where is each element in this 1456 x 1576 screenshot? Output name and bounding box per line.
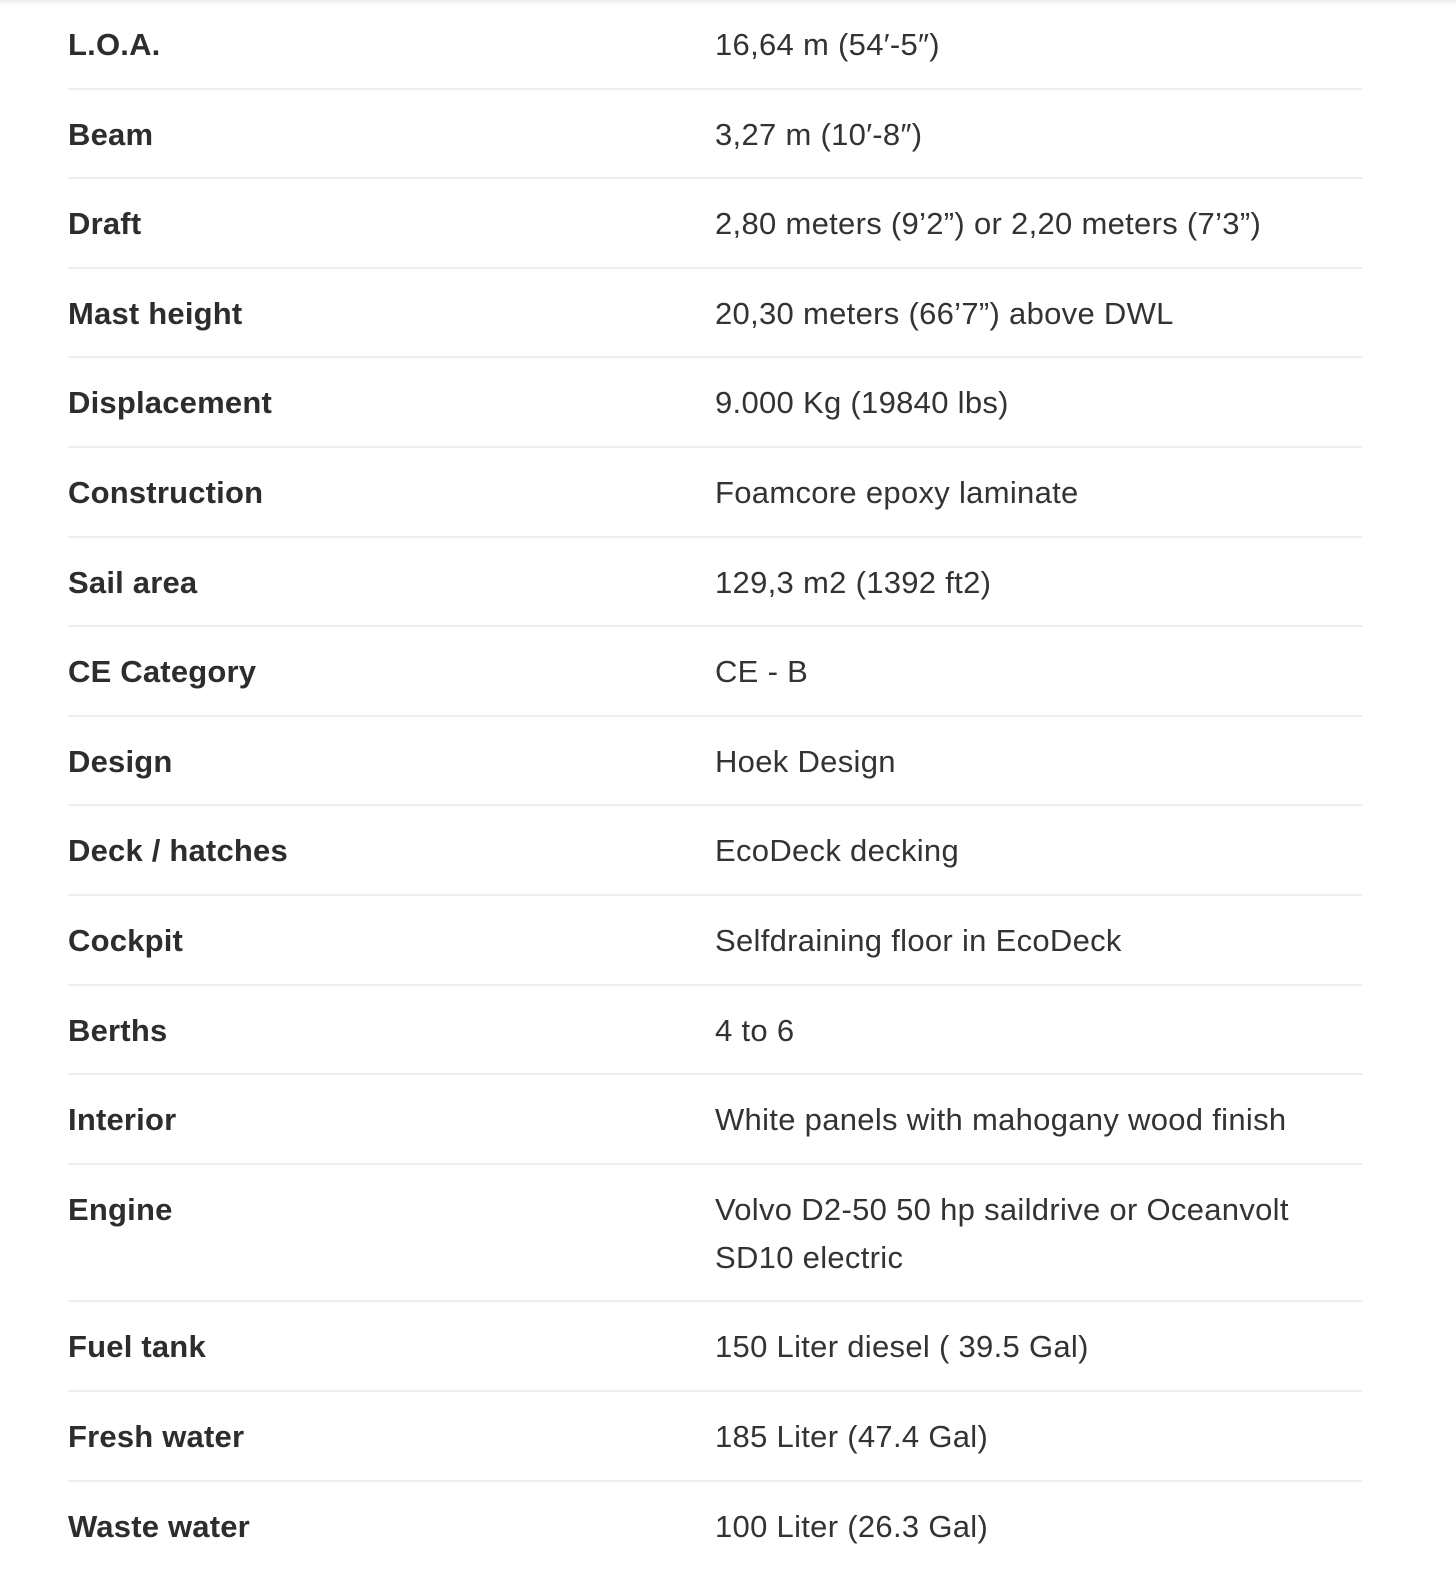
spec-row-design [68, 717, 1362, 807]
spec-row-construction [68, 448, 1362, 538]
spec-label: Draft [68, 206, 142, 242]
spec-label: Beam [68, 116, 154, 152]
spec-row-mast-height [68, 269, 1362, 359]
spec-value: Volvo D2-50 50 hp saildrive or Oceanvolt SD10 electric [715, 1191, 1289, 1275]
spec-label: Waste water [68, 1508, 250, 1544]
spec-row-cockpit [68, 896, 1362, 986]
spec-value: 150 Liter diesel ( 39.5 Gal) [715, 1329, 1089, 1365]
spec-label: L.O.A. [68, 27, 161, 62]
spec-row-beam [68, 90, 1362, 180]
spec-label: Deck / hatches [68, 833, 288, 869]
spec-value: 129,3 m2 (1392 ft2) [715, 564, 992, 600]
spec-label: Displacement [68, 385, 272, 421]
spec-value: EcoDeck decking [715, 833, 960, 869]
spec-row-interior [68, 1075, 1362, 1165]
spec-row-fuel-tank [68, 1302, 1362, 1392]
spec-value: Selfdraining floor in EcoDeck [715, 922, 1122, 958]
spec-row-fresh-water [68, 1392, 1362, 1482]
spec-value: Hoek Design [715, 743, 896, 779]
spec-row-loa [68, 0, 1362, 90]
spec-label: Fresh water [68, 1418, 245, 1454]
spec-label: Fuel tank [68, 1329, 206, 1365]
spec-value: 2,80 meters (9’2”) or 2,20 meters (7’3”) [715, 206, 1262, 242]
spec-label: Sail area [68, 564, 198, 600]
spec-row-displacement [68, 358, 1362, 448]
specifications-table [68, 0, 1362, 1571]
spec-value: White panels with mahogany wood finish [715, 1102, 1287, 1138]
spec-label: Berths [68, 1012, 168, 1048]
spec-row-berths [68, 986, 1362, 1076]
spec-value: 100 Liter (26.3 Gal) [715, 1508, 989, 1544]
spec-row-draft [68, 179, 1362, 269]
spec-value: CE - B [715, 654, 809, 690]
spec-row-sail-area [68, 538, 1362, 628]
spec-label: Interior [68, 1102, 177, 1138]
spec-value: 9.000 Kg (19840 lbs) [715, 385, 1009, 421]
spec-label: Construction [68, 474, 264, 510]
spec-row-engine [68, 1165, 1362, 1303]
spec-value: Foamcore epoxy laminate [715, 474, 1079, 510]
spec-label: CE Category [68, 654, 257, 690]
spec-label: Cockpit [68, 922, 184, 958]
spec-value: 16,64 m (54′-5″) [715, 27, 940, 62]
spec-row-waste-water [68, 1482, 1362, 1572]
spec-value: 3,27 m (10′-8″) [715, 116, 923, 152]
spec-value: 20,30 meters (66’7”) above DWL [715, 295, 1174, 331]
spec-value: 4 to 6 [715, 1012, 795, 1048]
spec-label: Design [68, 743, 173, 779]
spec-row-ce-category [68, 627, 1362, 717]
spec-value: 185 Liter (47.4 Gal) [715, 1418, 989, 1454]
spec-label: Engine [68, 1191, 173, 1227]
spec-row-deck-hatches [68, 806, 1362, 896]
spec-label: Mast height [68, 295, 243, 331]
